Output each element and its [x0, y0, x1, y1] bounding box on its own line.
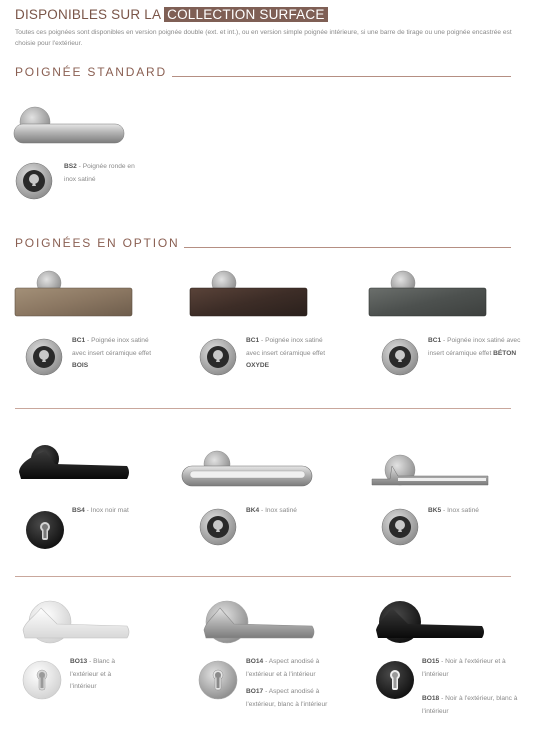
caption-bc1-beton: BC1 - Poignée inox satiné avec insert céramique effet BÉTON	[428, 337, 521, 357]
section-title-standard: POIGNÉE STANDARD	[15, 65, 167, 79]
key-rosette-bk4	[199, 508, 237, 546]
key-rosette-bc1-beton	[381, 338, 419, 376]
handle-image-bc1-beton	[366, 268, 491, 318]
key-rosette-bo14	[198, 660, 238, 700]
caption-bs2: BS2 - Poignée ronde en inox satiné	[64, 163, 135, 183]
caption-bo17: BO17 - Aspect anodisé à l'extérieur, blanc à l'intérieur	[246, 688, 328, 708]
handle-image-bo15	[370, 600, 490, 645]
handle-image-bs4	[15, 442, 135, 487]
key-rosette-bc1-oxyde	[199, 338, 237, 376]
key-rosette-bs2	[15, 162, 53, 200]
handle-image-bo14	[200, 600, 320, 645]
caption-bo15: BO15 - Noir à l'extérieur et à l'intérieur	[422, 658, 506, 678]
caption-bc1-oxyde: BC1 - Poignée inox satiné avec insert céramique effet OXYDE	[246, 337, 326, 369]
handle-image-bc1-oxyde	[187, 268, 312, 318]
key-rosette-bo15	[375, 660, 415, 700]
section-title-option: POIGNÉES EN OPTION	[15, 236, 180, 250]
caption-bc1-bois: BC1 - Poignée inox satiné avec insert céramique effet BOIS	[72, 337, 152, 369]
caption-bk4: BK4 - Inox satiné	[246, 507, 297, 514]
key-rosette-bc1-bois	[25, 338, 63, 376]
key-rosette-bo13	[22, 660, 62, 700]
handle-image-bk4	[180, 450, 315, 495]
handle-image-bs2	[12, 100, 127, 145]
section-underline-standard	[172, 76, 511, 77]
caption-bo14: BO14 - Aspect anodisé à l'extérieur et à l'intérieur	[246, 658, 320, 678]
section-underline-option	[184, 247, 511, 248]
handle-image-bc1-bois	[12, 268, 137, 318]
page-title	[15, 7, 328, 22]
handle-image-bo13	[15, 600, 135, 645]
title-highlight: COLLECTION SURFACE	[164, 7, 327, 22]
handle-image-bk5	[368, 452, 493, 497]
title-prefix: DISPONIBLES SUR LA	[15, 7, 162, 22]
caption-bk5: BK5 - Inox satiné	[428, 507, 479, 514]
row-divider-2	[15, 576, 511, 577]
key-rosette-bk5	[381, 508, 419, 546]
caption-bo13: BO13 - Blanc à l'extérieur et à l'intérieur	[70, 658, 116, 690]
caption-bs4: BS4 - Inox noir mat	[72, 507, 129, 514]
row-divider-1	[15, 408, 511, 409]
caption-bo18: BO18 - Noir à l'extérieur, blanc à l'intérieur	[422, 695, 518, 715]
intro-text: Toutes ces poignées sont disponibles en version poignée double (ext. et int.), ou en version simple poignée intérieure, si une barre de tirage ou une poignée encastrée est choisie pour l'extérieur.	[15, 29, 512, 47]
key-rosette-bs4	[25, 510, 65, 550]
